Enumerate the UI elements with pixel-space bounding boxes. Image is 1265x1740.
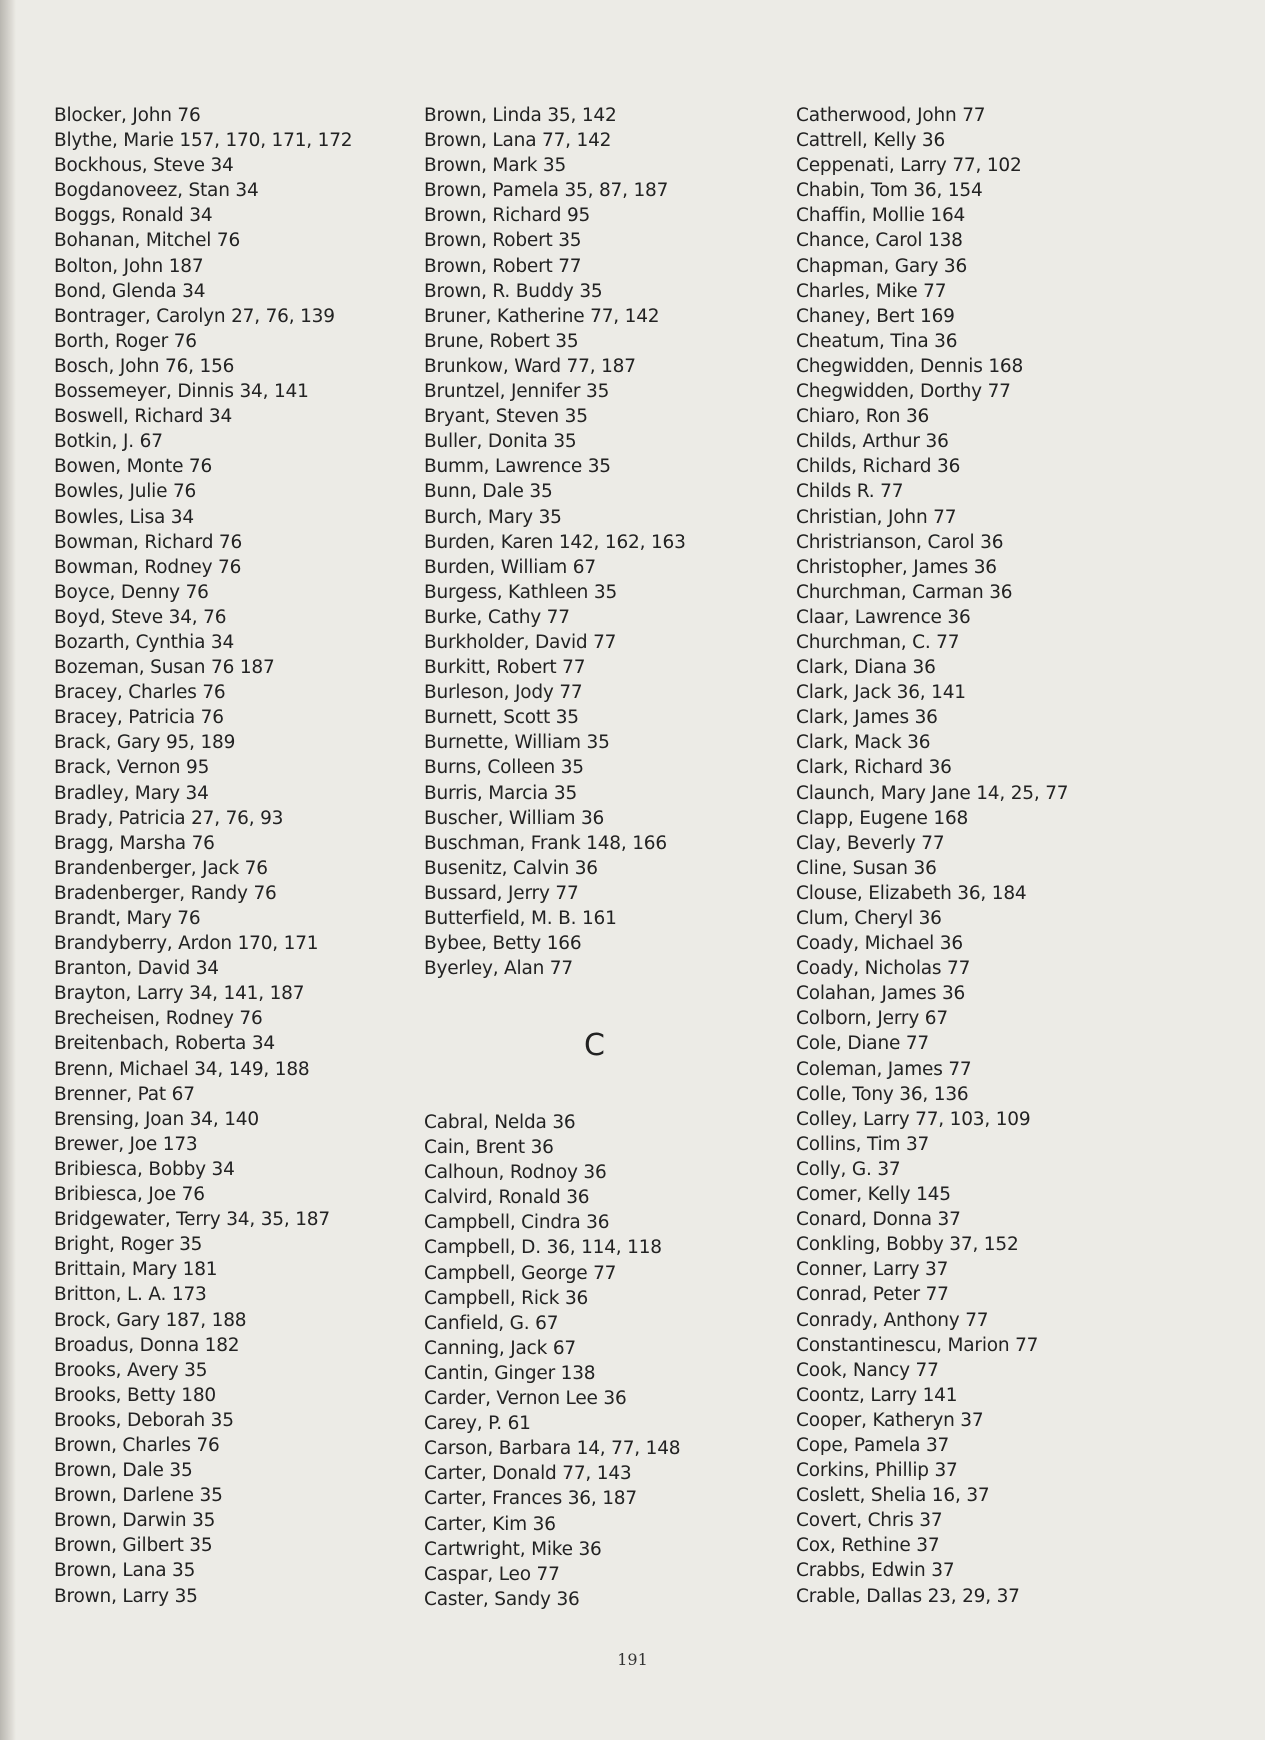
index-entry: Cheatum, Tina 36	[796, 330, 958, 352]
index-entry: Campbell, George 77	[424, 1262, 617, 1284]
index-entry: Brown, Lana 35	[54, 1560, 196, 1582]
index-entry: Busenitz, Calvin 36	[424, 857, 598, 879]
index-entry: Collins, Tim 37	[796, 1133, 930, 1155]
index-entry: Bribiesca, Joe 76	[54, 1184, 205, 1206]
index-entry: Burnett, Scott 35	[424, 707, 579, 729]
index-entry: Caspar, Leo 77	[424, 1563, 560, 1585]
index-entry: Churchman, Carman 36	[796, 581, 1013, 603]
index-entry: Brock, Gary 187, 188	[54, 1309, 247, 1331]
index-entry: Brecheisen, Rodney 76	[54, 1008, 263, 1030]
index-entry: Bozeman, Susan 76 187	[54, 657, 275, 679]
index-entry: Brown, Charles 76	[54, 1434, 220, 1456]
index-entry: Bond, Glenda 34	[54, 280, 206, 302]
index-entry: Constantinescu, Marion 77	[796, 1334, 1039, 1356]
index-entry: Bryant, Steven 35	[424, 406, 588, 428]
index-entry: Childs R. 77	[796, 481, 904, 503]
index-entry: Cook, Nancy 77	[796, 1359, 939, 1381]
index-entry: Burleson, Jody 77	[424, 682, 583, 704]
index-list	[796, 103, 1068, 1609]
index-entry: Bright, Roger 35	[54, 1234, 203, 1256]
index-entry: Clapp, Eugene 168	[796, 807, 969, 829]
index-entry: Bussard, Jerry 77	[424, 882, 579, 904]
index-entry: Branton, David 34	[54, 958, 219, 980]
index-entry: Bridgewater, Terry 34, 35, 187	[54, 1209, 330, 1231]
index-entry: Bracey, Patricia 76	[54, 707, 224, 729]
index-entry: Brunkow, Ward 77, 187	[424, 355, 636, 377]
index-entry: Blocker, John 76	[54, 105, 201, 126]
index-entry: Colly, G. 37	[796, 1158, 901, 1180]
index-entry: Borth, Roger 76	[54, 330, 197, 352]
index-entry: Bradenberger, Randy 76	[54, 882, 277, 904]
index-entry: Cooper, Katheryn 37	[796, 1409, 984, 1431]
index-entry: Christian, John 77	[796, 506, 957, 528]
index-entry: Chiaro, Ron 36	[796, 406, 930, 428]
index-entry: Brown, Robert 35	[424, 230, 582, 252]
index-entry: Bohanan, Mitchel 76	[54, 230, 241, 252]
index-entry: Carder, Vernon Lee 36	[424, 1388, 627, 1410]
index-entry: Colahan, James 36	[796, 983, 966, 1005]
index-entry: Coleman, James 77	[796, 1058, 972, 1080]
index-entry: Bozarth, Cynthia 34	[54, 631, 235, 653]
index-entry: Campbell, D. 36, 114, 118	[424, 1237, 662, 1259]
index-entry: Childs, Richard 36	[796, 456, 961, 478]
index-entry: Conrady, Anthony 77	[796, 1309, 989, 1331]
index-entry: Bowles, Lisa 34	[54, 506, 194, 528]
index-entry: Brayton, Larry 34, 141, 187	[54, 983, 305, 1005]
index-entry: Chegwidden, Dennis 168	[796, 355, 1024, 377]
index-entry: Brown, Larry 35	[54, 1585, 198, 1607]
index-entry: Carter, Frances 36, 187	[424, 1488, 637, 1510]
index-entry: Clum, Cheryl 36	[796, 908, 942, 929]
index-entry: Colborn, Jerry 67	[796, 1008, 948, 1030]
index-entry: Bowles, Julie 76	[54, 481, 197, 503]
index-entry: Cline, Susan 36	[796, 857, 937, 879]
index-entry: Burkitt, Robert 77	[424, 657, 586, 679]
index-entry: Bradley, Mary 34	[54, 782, 209, 804]
index-entry: Carson, Barbara 14, 77, 148	[424, 1438, 681, 1460]
index-entry: Christrianson, Carol 36	[796, 531, 1004, 553]
index-entry: Bracey, Charles 76	[54, 682, 226, 704]
index-entry: Buller, Donita 35	[424, 431, 577, 453]
index-entry: Cantin, Ginger 138	[424, 1362, 596, 1384]
index-list	[424, 1110, 680, 1612]
index-column-2	[424, 103, 686, 981]
index-entry: Carter, Donald 77, 143	[424, 1463, 632, 1485]
index-entry: Clay, Beverly 77	[796, 832, 945, 854]
index-entry: Bribiesca, Bobby 34	[54, 1158, 235, 1180]
index-entry: Claunch, Mary Jane 14, 25, 77	[796, 782, 1069, 804]
index-entry: Clark, Jack 36, 141	[796, 682, 966, 704]
index-entry: Bruntzel, Jennifer 35	[424, 381, 610, 403]
index-entry: Burden, William 67	[424, 556, 596, 578]
index-entry: Chapman, Gary 36	[796, 255, 968, 277]
index-entry: Canfield, G. 67	[424, 1312, 559, 1334]
index-entry: Brown, Linda 35, 142	[424, 105, 617, 126]
index-entry: Boggs, Ronald 34	[54, 205, 213, 227]
index-entry: Catherwood, John 77	[796, 105, 986, 126]
index-entry: Corkins, Phillip 37	[796, 1460, 958, 1482]
index-entry: Botkin, J. 67	[54, 431, 163, 453]
index-entry: Brown, Gilbert 35	[54, 1535, 213, 1557]
index-entry: Burnette, William 35	[424, 732, 610, 754]
index-entry: Chaney, Bert 169	[796, 305, 955, 327]
index-entry: Brewer, Joe 173	[54, 1133, 198, 1155]
index-entry: Boswell, Richard 34	[54, 406, 233, 428]
index-entry: Crable, Dallas 23, 29, 37	[796, 1585, 1020, 1607]
index-column-1	[54, 103, 352, 1609]
index-entry: Carter, Kim 36	[424, 1513, 556, 1535]
index-entry: Brooks, Deborah 35	[54, 1409, 234, 1431]
index-entry: Cartwright, Mike 36	[424, 1538, 602, 1560]
index-entry: Bogdanoveez, Stan 34	[54, 180, 259, 202]
index-entry: Christopher, James 36	[796, 556, 997, 578]
index-list	[54, 103, 352, 1609]
index-entry: Bruner, Katherine 77, 142	[424, 305, 660, 327]
index-entry: Clouse, Elizabeth 36, 184	[796, 882, 1027, 904]
index-entry: Breitenbach, Roberta 34	[54, 1033, 275, 1055]
index-entry: Colle, Tony 36, 136	[796, 1083, 969, 1105]
index-entry: Canning, Jack 67	[424, 1337, 576, 1359]
index-entry: Charles, Mike 77	[796, 280, 947, 302]
index-entry: Calvird, Ronald 36	[424, 1187, 590, 1209]
index-entry: Bolton, John 187	[54, 255, 204, 277]
index-entry: Brown, Robert 77	[424, 255, 582, 277]
index-entry: Coslett, Shelia 16, 37	[796, 1485, 990, 1507]
index-entry: Cope, Pamela 37	[796, 1434, 950, 1456]
index-entry: Brenn, Michael 34, 149, 188	[54, 1058, 310, 1080]
index-entry: Brack, Vernon 95	[54, 757, 210, 779]
index-entry: Burch, Mary 35	[424, 506, 562, 528]
index-entry: Calhoun, Rodnoy 36	[424, 1162, 607, 1184]
index-entry: Boyd, Steve 34, 76	[54, 606, 227, 628]
index-entry: Conard, Donna 37	[796, 1209, 961, 1231]
index-entry: Brandenberger, Jack 76	[54, 857, 268, 879]
index-entry: Bowman, Rodney 76	[54, 556, 242, 578]
index-entry: Clark, James 36	[796, 707, 938, 729]
index-entry: Brown, Mark 35	[424, 155, 567, 177]
index-entry: Caster, Sandy 36	[424, 1588, 580, 1610]
index-entry: Cabral, Nelda 36	[424, 1112, 576, 1133]
index-entry: Brensing, Joan 34, 140	[54, 1108, 259, 1130]
index-entry: Butterfield, M. B. 161	[424, 908, 617, 929]
index-entry: Burris, Marcia 35	[424, 782, 578, 804]
index-entry: Britton, L. A. 173	[54, 1284, 207, 1306]
index-entry: Chaffin, Mollie 164	[796, 205, 966, 227]
index-entry: Burgess, Kathleen 35	[424, 581, 618, 603]
index-entry: Burns, Colleen 35	[424, 757, 584, 779]
index-entry: Brandyberry, Ardon 170, 171	[54, 933, 319, 955]
index-entry: Bunn, Dale 35	[424, 481, 553, 503]
index-entry: Brady, Patricia 27, 76, 93	[54, 807, 284, 829]
index-entry: Brown, Lana 77, 142	[424, 130, 612, 152]
index-entry: Covert, Chris 37	[796, 1510, 943, 1532]
index-entry: Coontz, Larry 141	[796, 1384, 958, 1406]
index-entry: Broadus, Donna 182	[54, 1334, 240, 1356]
index-entry: Coady, Nicholas 77	[796, 958, 971, 980]
index-entry: Crabbs, Edwin 37	[796, 1560, 955, 1582]
index-entry: Brittain, Mary 181	[54, 1259, 218, 1281]
index-entry: Burden, Karen 142, 162, 163	[424, 531, 686, 553]
index-entry: Cain, Brent 36	[424, 1137, 554, 1159]
page-number: 191	[617, 1650, 648, 1669]
index-entry: Chegwidden, Dorthy 77	[796, 381, 1011, 403]
index-entry: Brown, Richard 95	[424, 205, 591, 227]
index-entry: Brown, Dale 35	[54, 1460, 193, 1482]
index-entry: Clark, Mack 36	[796, 732, 931, 754]
index-entry: Carey, P. 61	[424, 1413, 531, 1435]
index-entry: Brack, Gary 95, 189	[54, 732, 236, 754]
index-entry: Bossemeyer, Dinnis 34, 141	[54, 381, 309, 403]
index-entry: Conkling, Bobby 37, 152	[796, 1234, 1019, 1256]
index-entry: Childs, Arthur 36	[796, 431, 949, 453]
index-entry: Brenner, Pat 67	[54, 1083, 195, 1105]
index-entry: Conner, Larry 37	[796, 1259, 949, 1281]
index-entry: Burkholder, David 77	[424, 631, 617, 653]
index-entry: Coady, Michael 36	[796, 933, 963, 955]
index-entry: Chabin, Tom 36, 154	[796, 180, 983, 202]
index-entry: Colley, Larry 77, 103, 109	[796, 1108, 1031, 1130]
index-column-2-lower	[424, 1110, 680, 1612]
index-entry: Brooks, Betty 180	[54, 1384, 216, 1406]
index-entry: Brown, Darlene 35	[54, 1485, 223, 1507]
index-entry: Conrad, Peter 77	[796, 1284, 949, 1306]
index-entry: Buschman, Frank 148, 166	[424, 832, 667, 854]
index-entry: Burke, Cathy 77	[424, 606, 570, 628]
index-entry: Brown, Pamela 35, 87, 187	[424, 180, 669, 202]
index-entry: Brune, Robert 35	[424, 330, 579, 352]
index-list	[424, 103, 686, 981]
index-entry: Brown, Darwin 35	[54, 1510, 216, 1532]
index-entry: Campbell, Rick 36	[424, 1287, 589, 1309]
index-entry: Comer, Kelly 145	[796, 1184, 951, 1206]
index-entry: Buscher, William 36	[424, 807, 605, 829]
index-entry: Boyce, Denny 76	[54, 581, 209, 603]
page-binding-edge	[0, 0, 16, 1740]
index-entry: Cattrell, Kelly 36	[796, 130, 946, 152]
index-entry: Chance, Carol 138	[796, 230, 963, 252]
index-entry: Bybee, Betty 166	[424, 933, 582, 955]
index-entry: Claar, Lawrence 36	[796, 606, 971, 628]
index-entry: Clark, Richard 36	[796, 757, 952, 779]
index-entry: Cole, Diane 77	[796, 1033, 929, 1055]
index-entry: Ceppenati, Larry 77, 102	[796, 155, 1022, 177]
index-entry: Bumm, Lawrence 35	[424, 456, 611, 478]
index-entry: Byerley, Alan 77	[424, 958, 573, 980]
index-entry: Brooks, Avery 35	[54, 1359, 208, 1381]
index-entry: Brandt, Mary 76	[54, 908, 201, 929]
index-entry: Blythe, Marie 157, 170, 171, 172	[54, 130, 353, 152]
index-entry: Bosch, John 76, 156	[54, 355, 235, 377]
index-entry: Bragg, Marsha 76	[54, 832, 215, 854]
index-entry: Bowen, Monte 76	[54, 456, 213, 478]
section-letter-heading: C	[584, 1028, 605, 1063]
index-entry: Cox, Rethine 37	[796, 1535, 940, 1557]
index-entry: Clark, Diana 36	[796, 657, 936, 679]
index-column-3	[796, 103, 1068, 1609]
index-entry: Brown, R. Buddy 35	[424, 280, 603, 302]
index-entry: Churchman, C. 77	[796, 631, 960, 653]
index-entry: Bowman, Richard 76	[54, 531, 243, 553]
index-entry: Bockhous, Steve 34	[54, 155, 234, 177]
index-entry: Campbell, Cindra 36	[424, 1212, 610, 1234]
index-entry: Bontrager, Carolyn 27, 76, 139	[54, 305, 335, 327]
